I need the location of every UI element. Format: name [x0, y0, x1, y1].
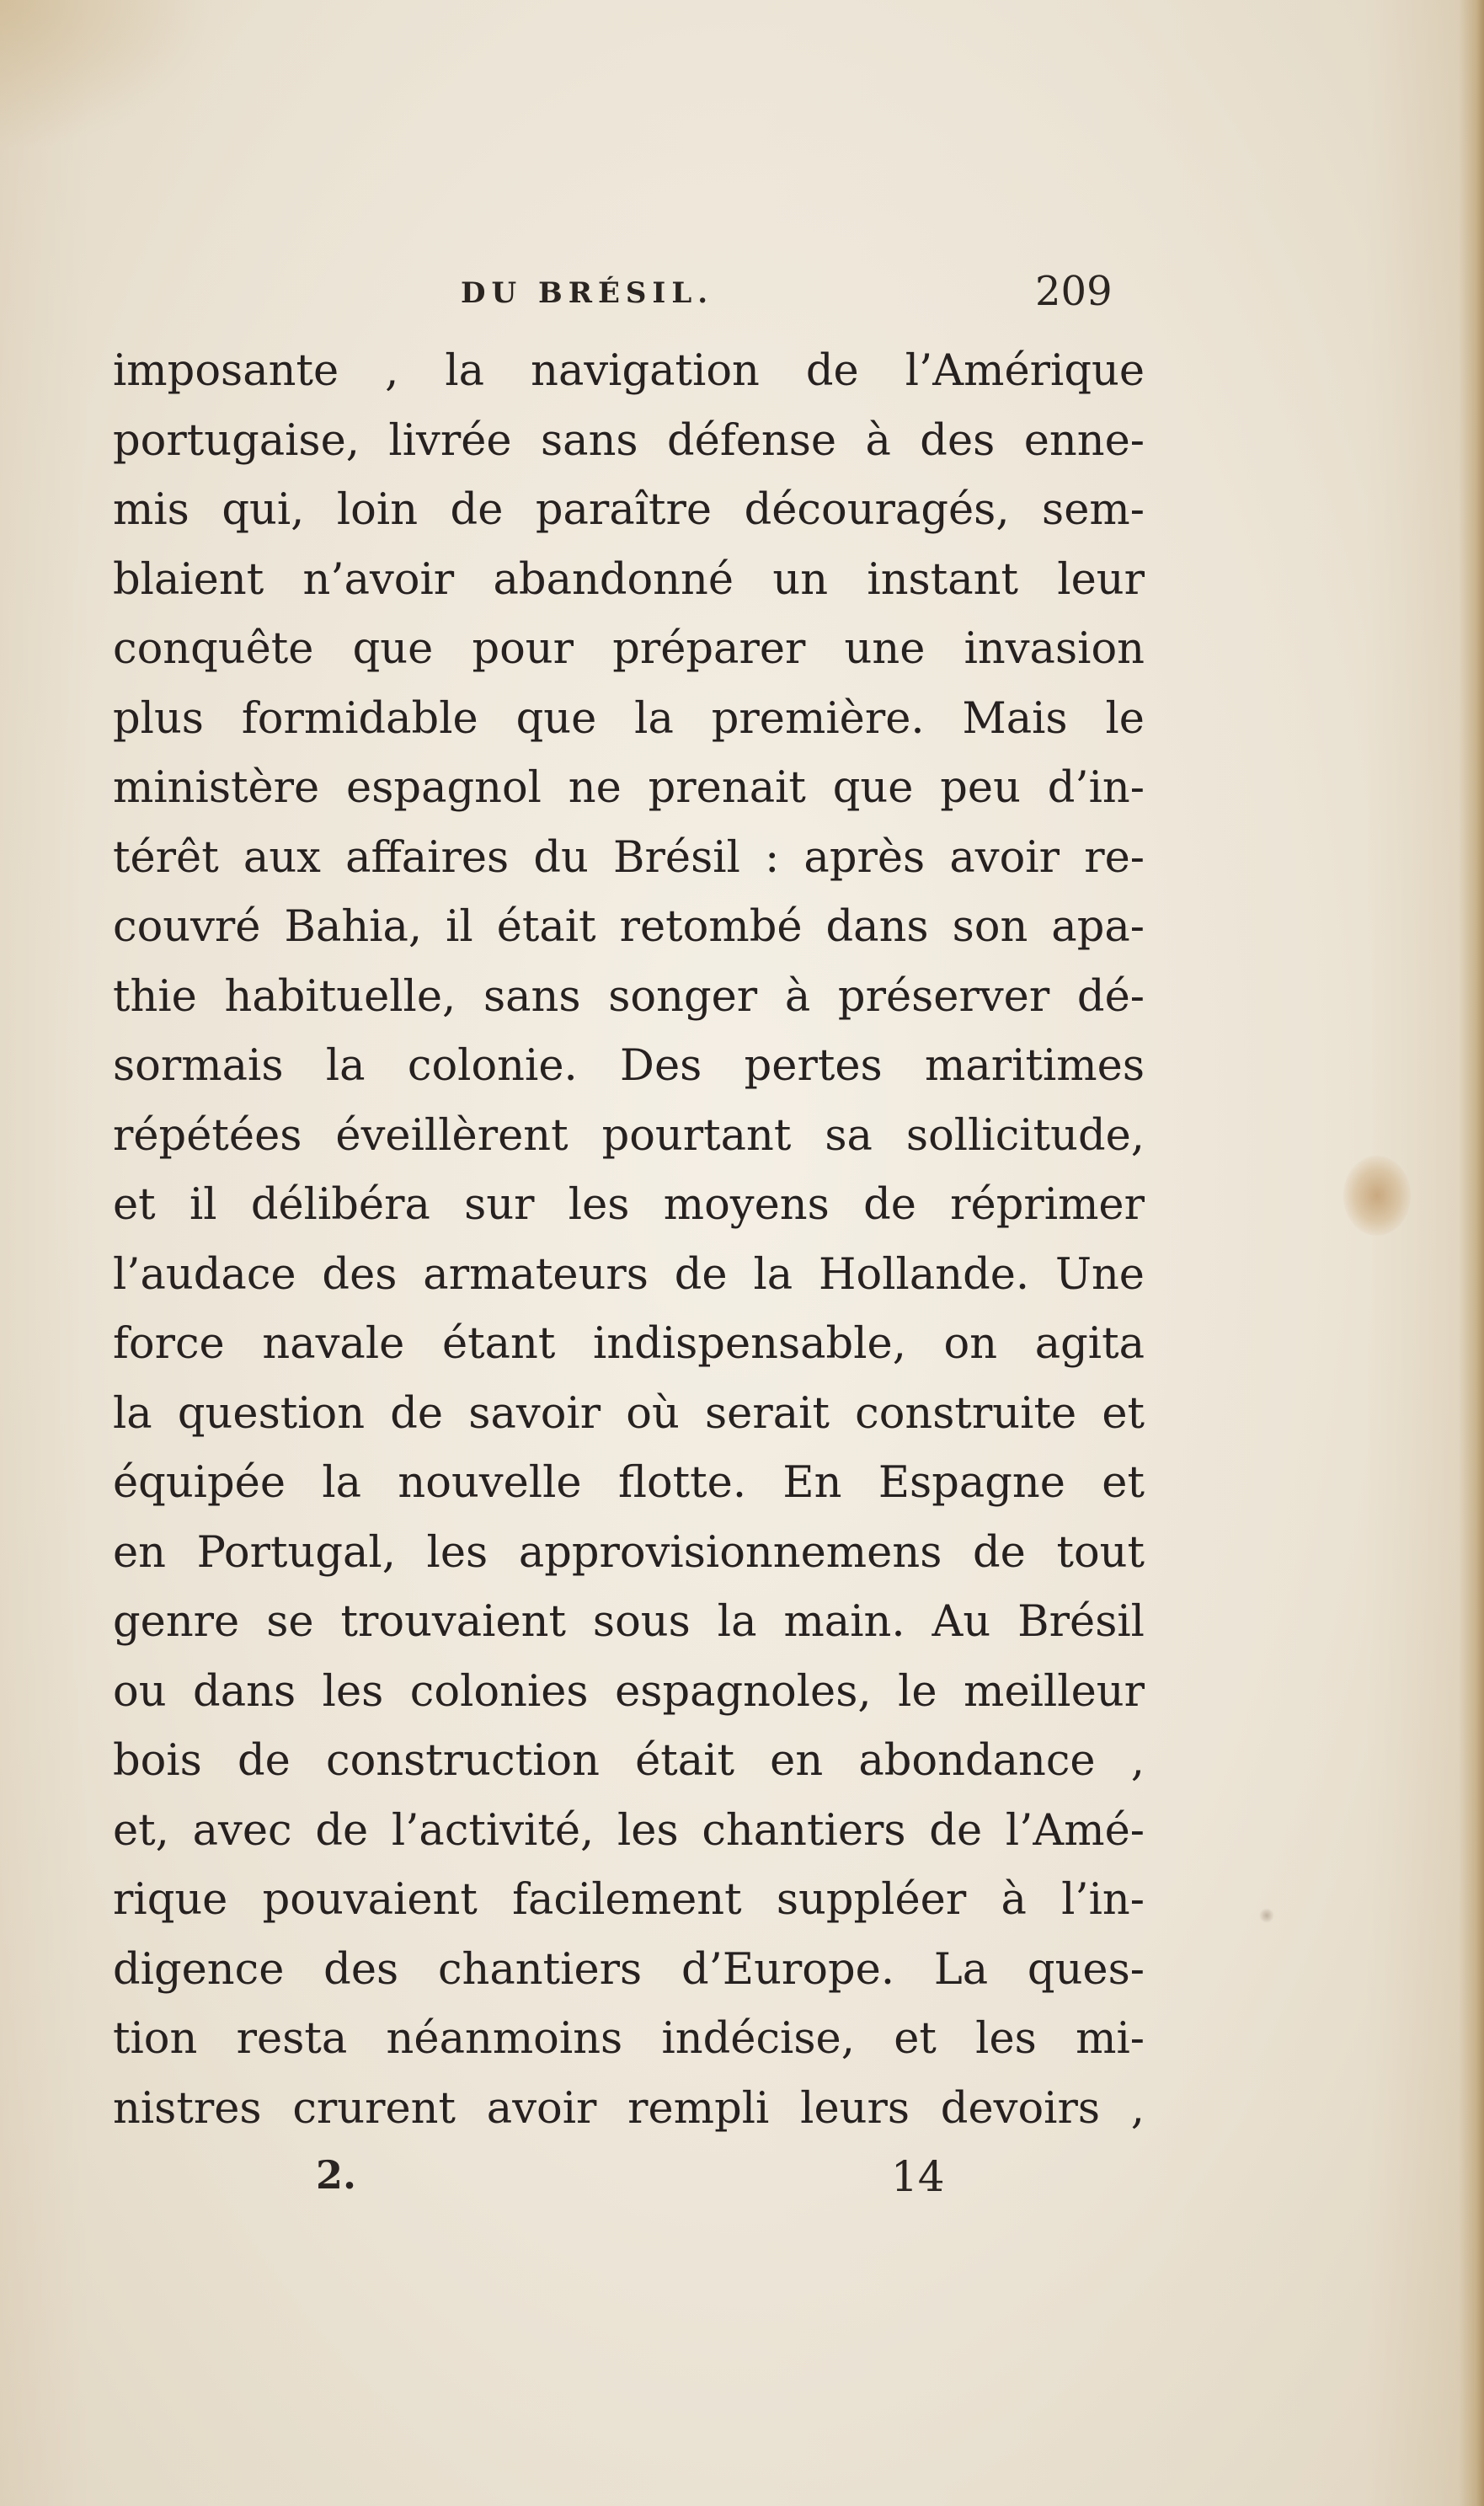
running-head	[461, 268, 1134, 318]
text-line: ou dans les colonies espagnoles, le meilleur	[113, 1666, 1145, 1717]
text-line: ministère espagnol ne prenait que peu d’in-	[113, 763, 1145, 813]
foxing-speck	[1259, 1908, 1274, 1923]
text-line: nistres crurent avoir rempli leurs devoirs ,	[113, 2083, 1145, 2134]
text-line: l’audace des armateurs de la Hollande. Une	[113, 1249, 1145, 1300]
text-line: rique pouvaient facilement suppléer à l’in-	[113, 1875, 1145, 1925]
text-line: digence des chantiers d’Europe. La ques-	[113, 1944, 1145, 1995]
sheet-number: 14	[891, 2152, 945, 2201]
text-line: plus formidable que la première. Mais le	[113, 693, 1145, 744]
text-line: en Portugal, les approvisionnemens de tout	[113, 1527, 1145, 1578]
page-edge	[1459, 0, 1484, 2506]
foxing-spot	[1343, 1156, 1411, 1236]
paper-stain	[0, 0, 219, 152]
page-number: 209	[1035, 268, 1113, 315]
text-line: sormais la colonie. Des pertes maritimes	[113, 1041, 1145, 1091]
text-line: tion resta néanmoins indécise, et les mi-	[113, 2014, 1145, 2064]
text-line: térêt aux affaires du Brésil : après avoir re-	[113, 832, 1145, 883]
signature-mark: 2.	[316, 2152, 357, 2198]
text-line: conquête que pour préparer une invasion	[113, 624, 1145, 674]
text-line: la question de savoir où serait construite et	[113, 1388, 1145, 1439]
text-line: force navale étant indispensable, on agita	[113, 1319, 1145, 1369]
footer	[316, 2152, 956, 2211]
text-line: thie habituelle, sans songer à préserver dé-	[113, 971, 1145, 1022]
text-line: imposante , la navigation de l’Amérique	[113, 346, 1145, 396]
running-title: DU BRÉSIL.	[461, 276, 714, 310]
text-line: équipée la nouvelle flotte. En Espagne et	[113, 1458, 1145, 1508]
text-line: mis qui, loin de paraître découragés, sem-	[113, 485, 1145, 535]
text-line: genre se trouvaient sous la main. Au Brésil	[113, 1597, 1145, 1647]
text-line: couvré Bahia, il était retombé dans son apa-	[113, 902, 1145, 952]
text-line: et, avec de l’activité, les chantiers de l’Amé-	[113, 1805, 1145, 1856]
text-line: blaient n’avoir abandonné un instant leur	[113, 554, 1145, 605]
text-line: portugaise, livrée sans défense à des enne-	[113, 415, 1145, 466]
body-text	[113, 337, 1145, 2144]
text-line: bois de construction était en abondance ,	[113, 1736, 1145, 1786]
text-line: et il délibéra sur les moyens de réprimer	[113, 1180, 1145, 1230]
text-line: répétées éveillèrent pourtant sa sollicitude,	[113, 1110, 1145, 1161]
